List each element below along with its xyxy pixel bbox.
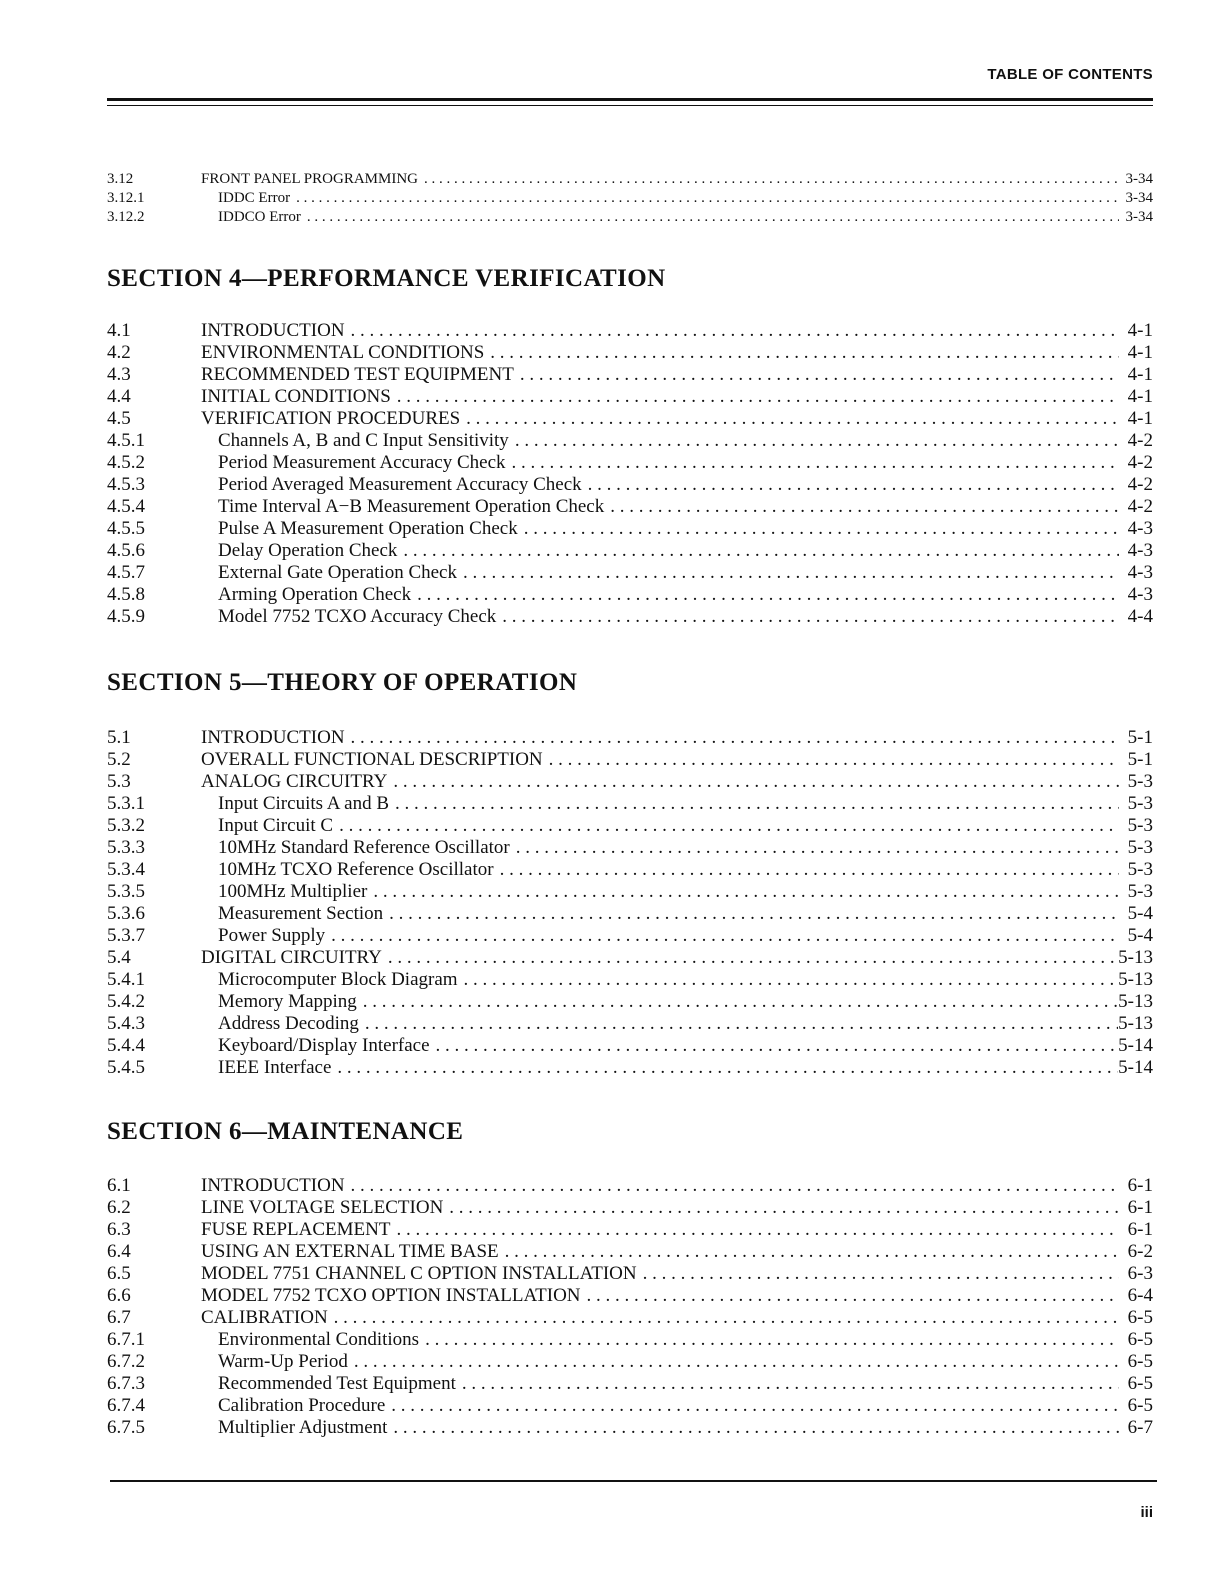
- toc-entry-title: MODEL 7752 TCXO OPTION INSTALLATION: [201, 1285, 581, 1306]
- toc-entry-page: 5-14: [1118, 1057, 1153, 1078]
- toc-entry-number: 6.7: [107, 1307, 131, 1328]
- toc-entry-number: 5.3.7: [107, 925, 145, 946]
- toc-entry: [107, 170, 1153, 189]
- toc-entry-page: 5-4: [1127, 925, 1153, 946]
- toc-entry-title: FUSE REPLACEMENT: [201, 1219, 391, 1240]
- toc-entry-title: Input Circuit C: [218, 815, 334, 836]
- toc-entry: [107, 320, 1153, 342]
- toc-entry-page: 5-3: [1127, 793, 1153, 814]
- toc-entry-number: 4.5.6: [107, 540, 145, 561]
- toc-entry-page: 6-5: [1127, 1395, 1153, 1416]
- toc-entry-page: 4-3: [1127, 540, 1153, 561]
- toc-entry-title: IDDC Error: [218, 190, 291, 206]
- toc-block-section-5: [107, 727, 1153, 1079]
- dot-leader: [301, 208, 1119, 227]
- dot-leader: [506, 452, 1119, 474]
- toc-entry-number: 6.7.5: [107, 1417, 145, 1438]
- dot-leader: [484, 342, 1119, 364]
- toc-entry-title: 10MHz Standard Reference Oscillator: [218, 837, 510, 858]
- toc-entry: [107, 1013, 1153, 1035]
- toc-entry-title: ANALOG CIRCUITRY: [201, 771, 388, 792]
- toc-entry-number: 4.5.9: [107, 606, 145, 627]
- dot-leader: [325, 925, 1119, 947]
- section-heading-5: SECTION 5—THEORY OF OPERATION: [107, 669, 578, 696]
- toc-entry-page: 4-2: [1127, 452, 1153, 473]
- toc-entry-title: 10MHz TCXO Reference Oscillator: [218, 859, 494, 880]
- toc-entry-number: 4.3: [107, 364, 131, 385]
- toc-entry-number: 4.2: [107, 342, 131, 363]
- toc-entry-number: 6.7.2: [107, 1351, 145, 1372]
- toc-block-section-4: [107, 320, 1153, 628]
- toc-entry: [107, 1241, 1153, 1263]
- toc-entry-title: VERIFICATION PROCEDURES: [201, 408, 461, 429]
- toc-block-section-6: [107, 1175, 1153, 1439]
- toc-entry-page: 5-14: [1118, 1035, 1153, 1056]
- toc-entry-title: Multiplier Adjustment: [218, 1417, 388, 1438]
- dot-leader: [345, 320, 1119, 342]
- toc-entry-page: 5-3: [1127, 859, 1153, 880]
- toc-entry-title: USING AN EXTERNAL TIME BASE: [201, 1241, 499, 1262]
- toc-entry-page: 6-5: [1127, 1329, 1153, 1350]
- toc-entry: [107, 1175, 1153, 1197]
- dot-leader: [391, 1219, 1120, 1241]
- toc-entry-number: 4.4: [107, 386, 131, 407]
- toc-entry-number: 3.12: [107, 171, 134, 187]
- toc-entry: [107, 408, 1153, 430]
- dot-leader: [510, 837, 1119, 859]
- toc-entry-page: 6-1: [1127, 1219, 1153, 1240]
- toc-entry-number: 4.5.2: [107, 452, 145, 473]
- toc-entry-title: Delay Operation Check: [218, 540, 398, 561]
- toc-entry-page: 5-13: [1118, 947, 1153, 968]
- footer-rule: [110, 1480, 1157, 1482]
- toc-entry-page: 5-13: [1118, 1013, 1153, 1034]
- toc-entry-number: 3.12.1: [107, 190, 145, 206]
- dot-leader: [411, 584, 1119, 606]
- toc-entry-title: DIGITAL CIRCUITRY: [201, 947, 382, 968]
- toc-entry-page: 6-5: [1127, 1373, 1153, 1394]
- toc-entry-title: INTRODUCTION: [201, 320, 345, 341]
- toc-entry-number: 6.5: [107, 1263, 131, 1284]
- dot-leader: [581, 1285, 1119, 1307]
- toc-entry-page: 3-34: [1125, 190, 1153, 206]
- toc-entry-title: Memory Mapping: [218, 991, 357, 1012]
- toc-entry: [107, 584, 1153, 606]
- toc-entry-number: 6.6: [107, 1285, 131, 1306]
- dot-leader: [387, 771, 1119, 793]
- toc-entry: [107, 518, 1153, 540]
- toc-entry-page: 4-1: [1127, 364, 1153, 385]
- toc-entry: [107, 1263, 1153, 1285]
- dot-leader: [367, 881, 1119, 903]
- dot-leader: [345, 727, 1119, 749]
- dot-leader: [509, 430, 1119, 452]
- dot-leader: [328, 1307, 1119, 1329]
- toc-entry-page: 5-1: [1127, 749, 1153, 770]
- dot-leader: [357, 991, 1118, 1013]
- toc-entry-title: IEEE Interface: [218, 1057, 332, 1078]
- toc-entry: [107, 430, 1153, 452]
- toc-entry: [107, 342, 1153, 364]
- toc-entry-page: 6-2: [1127, 1241, 1153, 1262]
- toc-entry-title: Period Averaged Measurement Accuracy Check: [218, 474, 582, 495]
- toc-entry-number: 6.2: [107, 1197, 131, 1218]
- toc-entry: [107, 925, 1153, 947]
- toc-entry-title: RECOMMENDED TEST EQUIPMENT: [201, 364, 514, 385]
- toc-entry-page: 3-34: [1125, 171, 1153, 187]
- toc-entry-title: ENVIRONMENTAL CONDITIONS: [201, 342, 485, 363]
- toc-entry-title: Keyboard/Display Interface: [218, 1035, 430, 1056]
- toc-entry: [107, 474, 1153, 496]
- toc-entry: [107, 496, 1153, 518]
- toc-entry-page: 4-1: [1127, 320, 1153, 341]
- toc-entry-number: 6.4: [107, 1241, 131, 1262]
- toc-entry-number: 5.4.3: [107, 1013, 145, 1034]
- toc-entry-title: Period Measurement Accuracy Check: [218, 452, 506, 473]
- dot-leader: [391, 386, 1119, 408]
- toc-entry-number: 5.4.5: [107, 1057, 145, 1078]
- toc-entry: [107, 452, 1153, 474]
- toc-entry-page: 6-7: [1127, 1417, 1153, 1438]
- toc-entry: [107, 1351, 1153, 1373]
- toc-entry: [107, 208, 1153, 227]
- toc-entry-title: INTRODUCTION: [201, 1175, 345, 1196]
- toc-entry-number: 4.5: [107, 408, 131, 429]
- toc-entry: [107, 540, 1153, 562]
- toc-entry: [107, 749, 1153, 771]
- toc-entry-title: Warm-Up Period: [218, 1351, 348, 1372]
- toc-entry: [107, 1395, 1153, 1417]
- toc-entry-number: 6.7.1: [107, 1329, 145, 1350]
- toc-entry-page: 6-5: [1127, 1307, 1153, 1328]
- toc-entry-title: INTRODUCTION: [201, 727, 345, 748]
- dot-leader: [582, 474, 1119, 496]
- toc-entry-title: External Gate Operation Check: [218, 562, 457, 583]
- toc-entry-title: Recommended Test Equipment: [218, 1373, 456, 1394]
- dot-leader: [456, 1373, 1119, 1395]
- toc-entry-title: LINE VOLTAGE SELECTION: [201, 1197, 444, 1218]
- toc-entry-page: 4-1: [1127, 386, 1153, 407]
- toc-entry-number: 6.7.3: [107, 1373, 145, 1394]
- dot-leader: [418, 170, 1119, 189]
- toc-entry: [107, 1057, 1153, 1079]
- dot-leader: [389, 793, 1119, 815]
- dot-leader: [359, 1013, 1118, 1035]
- toc-entry-title: Power Supply: [218, 925, 326, 946]
- dot-leader: [637, 1263, 1119, 1285]
- dot-leader: [419, 1329, 1119, 1351]
- toc-entry-number: 5.3.1: [107, 793, 145, 814]
- toc-entry: [107, 1373, 1153, 1395]
- toc-entry: [107, 1417, 1153, 1439]
- toc-entry-number: 5.3: [107, 771, 131, 792]
- toc-entry-number: 6.1: [107, 1175, 131, 1196]
- toc-entry-title: Model 7752 TCXO Accuracy Check: [218, 606, 497, 627]
- dot-leader: [290, 189, 1119, 208]
- toc-entry-title: INITIAL CONDITIONS: [201, 386, 391, 407]
- toc-entry: [107, 386, 1153, 408]
- toc-entry-title: OVERALL FUNCTIONAL DESCRIPTION: [201, 749, 543, 770]
- toc-entry-number: 5.2: [107, 749, 131, 770]
- header-rule-thin: [107, 105, 1153, 106]
- toc-entry-page: 4-3: [1127, 562, 1153, 583]
- toc-entry: [107, 859, 1153, 881]
- toc-entry-number: 4.5.8: [107, 584, 145, 605]
- toc-entry: [107, 947, 1153, 969]
- dot-leader: [397, 540, 1119, 562]
- toc-entry-number: 5.3.3: [107, 837, 145, 858]
- toc-entry-page: 4-4: [1127, 606, 1153, 627]
- toc-entry-page: 5-3: [1127, 815, 1153, 836]
- toc-entry: [107, 1285, 1153, 1307]
- dot-leader: [387, 1417, 1119, 1439]
- dot-leader: [494, 859, 1119, 881]
- toc-entry-page: 3-34: [1125, 209, 1153, 225]
- page-number: iii: [1140, 1504, 1153, 1521]
- header-rule: [107, 98, 1153, 101]
- toc-entry-number: 5.3.2: [107, 815, 145, 836]
- toc-entry: [107, 1219, 1153, 1241]
- toc-entry: [107, 815, 1153, 837]
- toc-entry: [107, 1329, 1153, 1351]
- toc-entry-page: 4-3: [1127, 584, 1153, 605]
- toc-entry-number: 4.5.7: [107, 562, 145, 583]
- toc-entry: [107, 1035, 1153, 1057]
- toc-entry: [107, 969, 1153, 991]
- toc-entry: [107, 364, 1153, 386]
- toc-entry: [107, 1197, 1153, 1219]
- toc-entry-page: 4-3: [1127, 518, 1153, 539]
- toc-entry: [107, 771, 1153, 793]
- toc-entry: [107, 991, 1153, 1013]
- toc-entry-number: 5.3.4: [107, 859, 145, 880]
- toc-entry-page: 6-4: [1127, 1285, 1153, 1306]
- toc-entry-title: CALIBRATION: [201, 1307, 328, 1328]
- toc-entry-page: 5-13: [1118, 991, 1153, 1012]
- toc-entry-number: 5.4.1: [107, 969, 145, 990]
- toc-entry: [107, 903, 1153, 925]
- toc-entry-page: 4-1: [1127, 408, 1153, 429]
- toc-entry-title: Channels A, B and C Input Sensitivity: [218, 430, 509, 451]
- toc-entry: [107, 837, 1153, 859]
- toc-entry-number: 5.1: [107, 727, 131, 748]
- toc-entry-page: 6-3: [1127, 1263, 1153, 1284]
- toc-entry-title: MODEL 7751 CHANNEL C OPTION INSTALLATION: [201, 1263, 637, 1284]
- toc-entry-page: 6-5: [1127, 1351, 1153, 1372]
- toc-entry-title: Calibration Procedure: [218, 1395, 386, 1416]
- toc-entry-page: 5-3: [1127, 771, 1153, 792]
- dot-leader: [383, 903, 1119, 925]
- toc-entry: [107, 189, 1153, 208]
- toc-entry-page: 6-1: [1127, 1175, 1153, 1196]
- toc-entry-title: Measurement Section: [218, 903, 384, 924]
- toc-entry: [107, 881, 1153, 903]
- dot-leader: [518, 518, 1119, 540]
- dot-leader: [348, 1351, 1119, 1373]
- dot-leader: [543, 749, 1119, 771]
- toc-entry-title: Pulse A Measurement Operation Check: [218, 518, 518, 539]
- dot-leader: [604, 496, 1119, 518]
- toc-entry-number: 5.3.6: [107, 903, 145, 924]
- toc-entry: [107, 606, 1153, 628]
- section-heading-6: SECTION 6—MAINTENANCE: [107, 1118, 464, 1145]
- section-heading-4: SECTION 4—PERFORMANCE VERIFICATION: [107, 265, 666, 292]
- toc-entry-page: 5-3: [1127, 837, 1153, 858]
- toc-entry-page: 4-2: [1127, 496, 1153, 517]
- toc-entry-number: 5.3.5: [107, 881, 145, 902]
- page-header-title: TABLE OF CONTENTS: [987, 66, 1153, 83]
- toc-entry-number: 6.3: [107, 1219, 131, 1240]
- dot-leader: [496, 606, 1119, 628]
- dot-leader: [385, 1395, 1119, 1417]
- toc-entry-number: 5.4.2: [107, 991, 145, 1012]
- toc-entry-page: 5-3: [1127, 881, 1153, 902]
- toc-entry-page: 5-13: [1118, 969, 1153, 990]
- toc-entry: [107, 1307, 1153, 1329]
- toc-entry-number: 5.4: [107, 947, 131, 968]
- toc-entry-page: 6-1: [1127, 1197, 1153, 1218]
- dot-leader: [333, 815, 1119, 837]
- toc-entry-number: 6.7.4: [107, 1395, 145, 1416]
- toc-entry-title: Time Interval A−B Measurement Operation Check: [218, 496, 605, 517]
- toc-entry-number: 4.5.3: [107, 474, 145, 495]
- dot-leader: [514, 364, 1119, 386]
- toc-entry-page: 4-2: [1127, 474, 1153, 495]
- toc-entry-number: 4.5.1: [107, 430, 145, 451]
- dot-leader: [345, 1175, 1119, 1197]
- toc-entry-page: 5-1: [1127, 727, 1153, 748]
- toc-entry-title: Address Decoding: [218, 1013, 359, 1034]
- dot-leader: [331, 1057, 1118, 1079]
- dot-leader: [458, 969, 1119, 991]
- toc-entry-title: 100MHz Multiplier: [218, 881, 368, 902]
- toc-entry-number: 4.1: [107, 320, 131, 341]
- toc-entry-page: 4-2: [1127, 430, 1153, 451]
- dot-leader: [443, 1197, 1119, 1219]
- dot-leader: [457, 562, 1119, 584]
- dot-leader: [430, 1035, 1119, 1057]
- toc-entry-title: Arming Operation Check: [218, 584, 412, 605]
- toc-entry-title: Input Circuits A and B: [218, 793, 389, 814]
- toc-entry: [107, 727, 1153, 749]
- dot-leader: [499, 1241, 1119, 1263]
- toc-entry-title: Microcomputer Block Diagram: [218, 969, 458, 990]
- dot-leader: [382, 947, 1118, 969]
- toc-entry-title: FRONT PANEL PROGRAMMING: [201, 171, 418, 187]
- toc-entry-title: IDDCO Error: [218, 209, 301, 225]
- toc-entry-title: Environmental Conditions: [218, 1329, 420, 1350]
- toc-entry-number: 4.5.4: [107, 496, 145, 517]
- toc-entry-page: 4-1: [1127, 342, 1153, 363]
- toc-entry-page: 5-4: [1127, 903, 1153, 924]
- toc-entry: [107, 562, 1153, 584]
- dot-leader: [460, 408, 1119, 430]
- toc-entry-number: 3.12.2: [107, 209, 145, 225]
- toc-block-section-3: [107, 170, 1153, 227]
- toc-entry: [107, 793, 1153, 815]
- toc-entry-number: 5.4.4: [107, 1035, 145, 1056]
- toc-entry-number: 4.5.5: [107, 518, 145, 539]
